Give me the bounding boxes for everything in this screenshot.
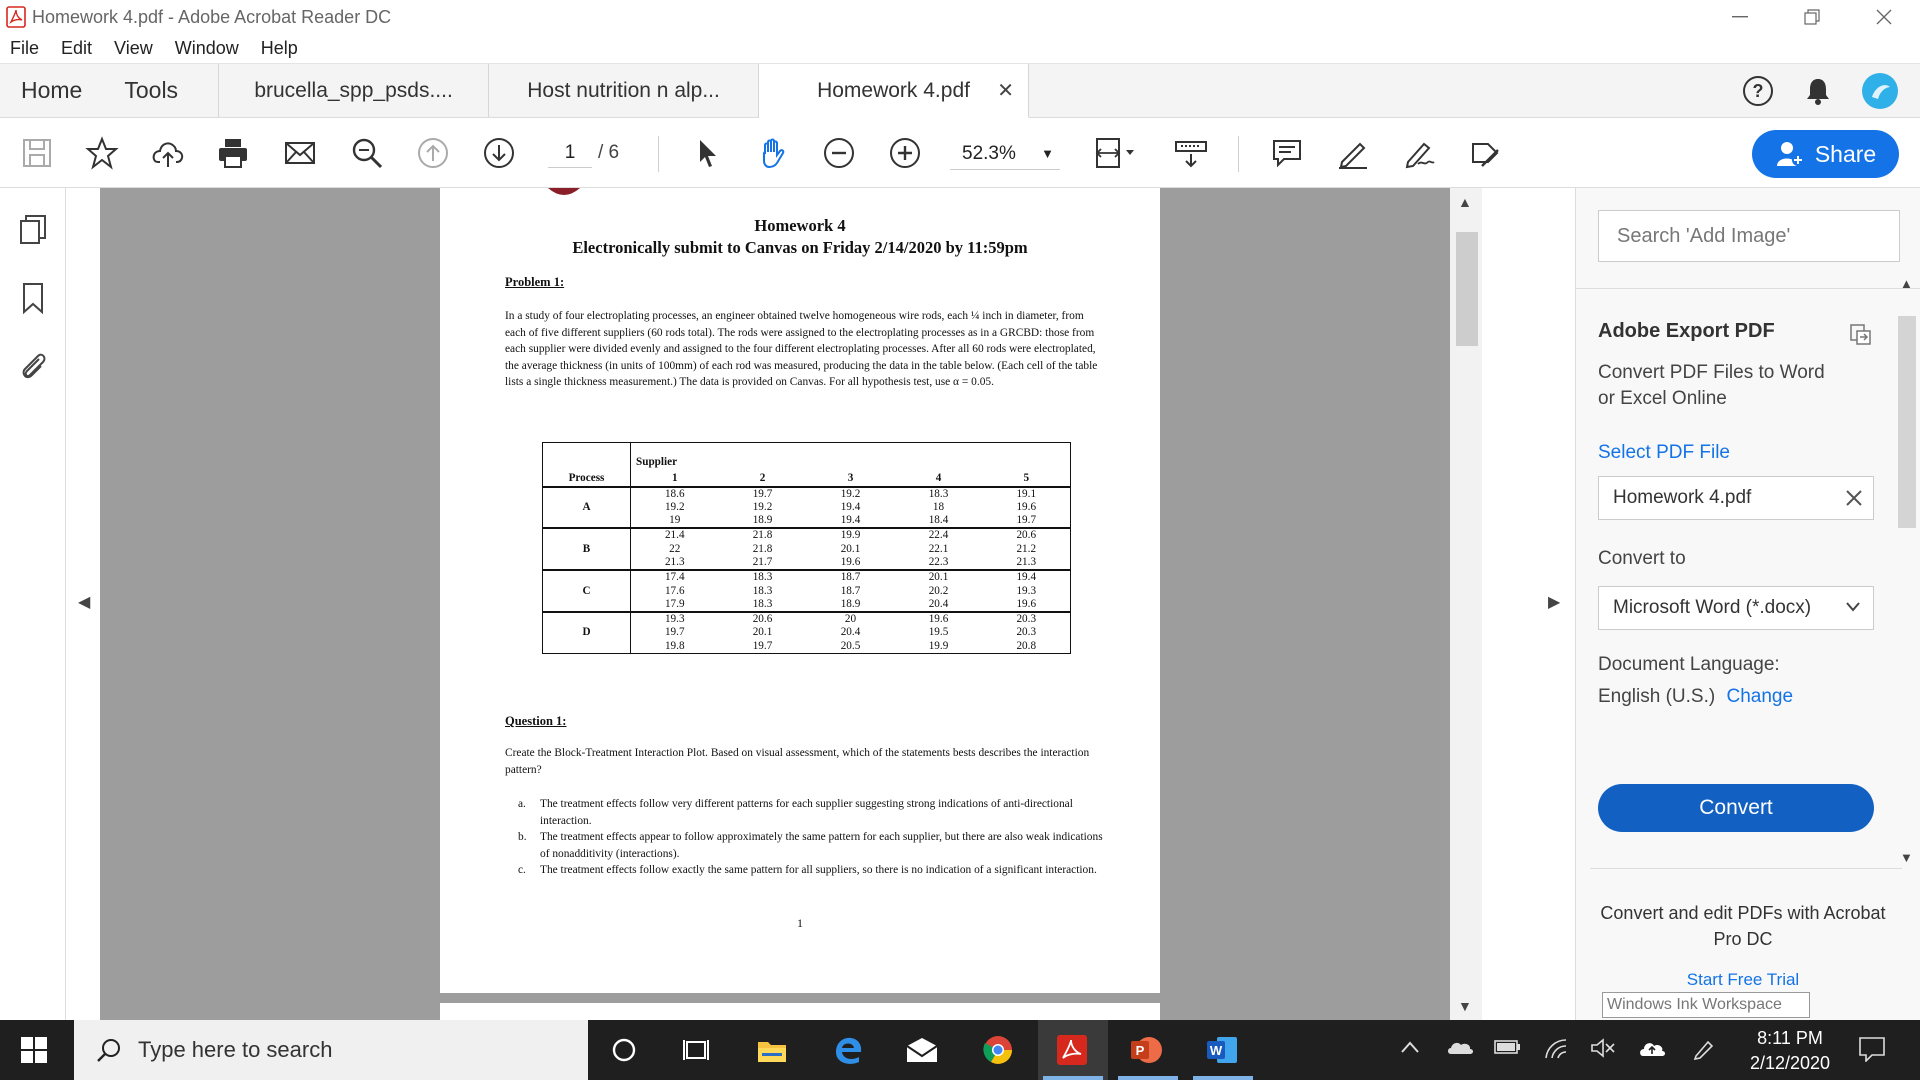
table-cell: 19.2 [807, 487, 895, 501]
share-label: Share [1814, 140, 1877, 167]
acrobat-app-icon [6, 6, 26, 28]
table-cell: 21.2 [983, 543, 1071, 556]
scrolling-mode-button[interactable] [1172, 134, 1210, 172]
chevron-up-icon [1400, 1040, 1420, 1054]
table-cell: 22.3 [895, 556, 983, 570]
arrow-up-circle-icon [416, 136, 450, 170]
start-free-trial-link[interactable]: Start Free Trial [1686, 970, 1800, 989]
supplier-header: Supplier [631, 443, 1071, 471]
select-tool-button[interactable] [688, 134, 726, 172]
task-view-button[interactable] [678, 1032, 714, 1068]
word-button[interactable] [1204, 1032, 1240, 1068]
table-cell: 20.1 [752, 626, 773, 639]
table-cell: 19.7 [983, 514, 1071, 528]
table-cell: 19.2 [631, 501, 719, 514]
process-label: A [543, 487, 631, 529]
table-cell: 19.7 [719, 487, 807, 501]
zoom-out-icon [822, 136, 856, 170]
export-pdf-icon [1848, 322, 1872, 346]
acrobat-taskbar-button[interactable] [1054, 1032, 1090, 1068]
fill-sign-button[interactable] [1400, 134, 1438, 172]
pen-ink-icon [1692, 1038, 1716, 1060]
chevron-down-icon [1845, 601, 1861, 613]
table-header-row [543, 443, 1071, 471]
scrollbar-thumb[interactable] [1898, 316, 1916, 528]
taskbar-search-box[interactable] [74, 1020, 588, 1080]
close-tab-button[interactable]: ✕ [997, 80, 1015, 102]
edge-button[interactable] [830, 1032, 866, 1068]
option-a: a. The treatment effects follow very different patterns for each supplier suggesting strong indications of anti-directional interaction. [518, 798, 1073, 827]
comment-button[interactable] [1268, 134, 1306, 172]
window-title: Homework 4.pdf - Adobe Acrobat Reader DC [32, 6, 392, 27]
table-cell: 17.9 [631, 598, 719, 612]
logo-fragment [546, 188, 582, 198]
table-cell: 20.6 [983, 528, 1071, 542]
page-total: / 6 [598, 142, 620, 163]
table-cell: 18.9 [807, 598, 895, 612]
option-b: b. The treatment effects appear to follow approximately the same pattern for each supplier, but there are also weak indications of nonadditivity (interactions). [518, 831, 1103, 860]
volume-tray-button[interactable] [1590, 1038, 1616, 1063]
save-button[interactable] [18, 134, 56, 172]
table-cell: 18.3 [895, 487, 983, 501]
chevron-down-icon: ▼ [1041, 146, 1054, 161]
cloud-upload-icon [151, 136, 185, 170]
acrobat-icon [1056, 1034, 1088, 1066]
chrome-button[interactable] [980, 1032, 1016, 1068]
menu-view[interactable]: View [114, 38, 153, 58]
cortana-button[interactable] [606, 1032, 642, 1068]
table-cell: 19.5 [928, 626, 949, 639]
table-cell: 20.2 [928, 584, 949, 597]
windows-ink-button[interactable] [1692, 1038, 1716, 1065]
selected-file-name: Homework 4.pdf [1613, 487, 1752, 508]
clear-file-icon[interactable] [1845, 489, 1863, 507]
table-cell: 21.8 [719, 528, 807, 542]
tools-pane-scrollbar[interactable] [1894, 276, 1920, 876]
clock-time: 8:11 PM [1757, 1028, 1823, 1048]
table-cell: 22 [631, 543, 719, 556]
wifi-icon [1544, 1038, 1570, 1060]
table-cell: 21.8 [752, 542, 773, 555]
table-cell: 19.6 [983, 501, 1071, 514]
acrobat-pro-promo: Convert and edit PDFs with Acrobat Pro DC [1600, 903, 1886, 949]
keyboard-scroll-icon [1174, 136, 1208, 170]
scroll-up-icon[interactable]: ▲ [1900, 276, 1913, 291]
table-cell: 20.8 [983, 640, 1071, 654]
table-cell: 22.4 [895, 528, 983, 542]
table-cell: 20.4 [840, 626, 861, 639]
table-cell: 18.7 [807, 570, 895, 584]
left-navigation-rail [0, 188, 66, 1020]
document-title: Homework 4 [754, 216, 846, 235]
fit-page-icon [1093, 136, 1137, 170]
menu-window[interactable]: Window [174, 38, 239, 58]
notification-center-icon [1858, 1036, 1886, 1062]
page-number-input[interactable]: 1 [548, 138, 592, 168]
email-button[interactable] [281, 134, 319, 172]
table-cell: 19.7 [631, 626, 719, 639]
file-explorer-button[interactable] [754, 1032, 790, 1068]
cursor-arrow-icon [690, 136, 724, 170]
table-cell: 20.1 [895, 570, 983, 584]
right-tools-pane [1576, 188, 1920, 1020]
menu-file[interactable]: File [10, 38, 40, 58]
thickness-data-table [542, 442, 1071, 654]
print-button[interactable] [214, 134, 252, 172]
paperclip-icon [17, 349, 49, 383]
table-cell: 17.4 [631, 570, 719, 584]
table-cell: 19 [631, 514, 719, 528]
tab-label: Host nutrition n alp... [527, 78, 720, 102]
powerpoint-icon [1129, 1034, 1163, 1066]
table-cell: 19.4 [840, 500, 861, 513]
table-cell: 21.7 [719, 556, 807, 570]
process-label: C [543, 570, 631, 612]
menu-bar [0, 34, 1920, 64]
toolbar [0, 118, 1920, 188]
edit-tools-icon [1468, 136, 1502, 170]
scroll-down-icon[interactable]: ▼ [1900, 850, 1913, 865]
volume-muted-icon [1590, 1038, 1616, 1058]
word-icon [1205, 1034, 1239, 1066]
tab-label: Homework 4.pdf [817, 78, 970, 102]
svg-text:?: ? [1752, 80, 1764, 101]
process-label: D [543, 612, 631, 653]
document-language-row [1598, 686, 1793, 708]
table-row [543, 612, 1071, 626]
start-button[interactable] [20, 1036, 48, 1069]
collapse-left-pane-button[interactable]: ◀ [78, 594, 91, 611]
table-cell: 19.9 [807, 528, 895, 542]
page-fit-button[interactable] [1090, 134, 1140, 172]
close-icon [1876, 9, 1892, 25]
problem-text: In a study of four electroplating processes, an engineer obtained twelve homogeneous wire rods, each ¼ inch in diameter, from each of five different suppliers (60 rods total). The rods were assigned to the electroplating processes as in a GRCBD: those from each supplier were divided evenly and assigned to the four different electroplating processes. After all 60 rods were electroplated, the average thickness (in units of 100mm) of each rod was measured, producing the data in the table below. (Each cell of the table lists a single thickness measurement.) The data is provided on Canvas. For all hypothesis test, use α = 0.05. [505, 310, 1098, 389]
search-icon [96, 1037, 122, 1063]
signature-icon [1402, 136, 1436, 170]
scroll-up-icon[interactable]: ▲ [1458, 194, 1472, 210]
bookmark-icon [19, 281, 47, 315]
supplier-number: 4 [895, 471, 983, 487]
help-icon [1742, 75, 1774, 107]
share-button[interactable] [1752, 130, 1899, 178]
zoom-in-button[interactable] [886, 134, 924, 172]
cloud-upload-icon [1638, 1038, 1666, 1058]
option-c: c. The treatment effects follow exactly the same pattern for all suppliers, so there is no indication of a significant interaction. [518, 864, 1097, 876]
onedrive-tray-button[interactable] [1446, 1038, 1474, 1061]
tab-document-homework4[interactable] [759, 64, 1029, 118]
menu-help[interactable]: Help [260, 38, 298, 58]
supplier-number: 5 [983, 471, 1071, 487]
process-header: Process [543, 443, 631, 487]
table-cell: 18.7 [840, 584, 861, 597]
table-cell: 17.6 [631, 585, 719, 598]
restore-icon [1804, 9, 1820, 25]
search-icon [350, 136, 384, 170]
scrollbar-thumb[interactable] [1456, 232, 1478, 346]
table-cell: 19.8 [631, 640, 719, 654]
taskbar-clock[interactable] [1740, 1026, 1840, 1076]
pages-icon [17, 213, 49, 247]
select-pdf-file-link[interactable]: Select PDF File [1598, 442, 1730, 463]
question-heading: Question 1: [505, 714, 567, 728]
cortana-icon [610, 1036, 638, 1064]
convert-to-value: Microsoft Word (*.docx) [1613, 597, 1812, 618]
page-number: 1 [797, 916, 803, 930]
tab-bar [0, 64, 1920, 118]
pdf-page [440, 188, 1160, 993]
table-cell: 19.2 [752, 500, 773, 513]
avatar-icon [1862, 73, 1898, 109]
wifi-tray-button[interactable] [1544, 1038, 1570, 1065]
table-cell: 20 [807, 612, 895, 626]
task-view-icon [682, 1036, 710, 1064]
edge-icon [832, 1034, 864, 1066]
table-cell: 19.6 [983, 598, 1071, 612]
page-thumbnails-button[interactable] [15, 212, 51, 248]
table-cell: 19.1 [983, 487, 1071, 501]
upload-button[interactable] [149, 134, 187, 172]
document-language-label: Document Language: [1598, 654, 1780, 675]
table-cell: 18.3 [719, 570, 807, 584]
close-window-button[interactable] [1848, 0, 1920, 34]
upload-tray-button[interactable] [1638, 1038, 1666, 1063]
notifications-button[interactable] [1802, 75, 1834, 107]
add-person-icon [1775, 140, 1805, 168]
process-label: B [543, 528, 631, 570]
supplier-number: 1 [631, 471, 719, 487]
minimize-icon [1732, 16, 1748, 18]
zoom-in-icon [888, 136, 922, 170]
table-cell: 19.4 [807, 514, 895, 528]
table-cell: 19.7 [719, 640, 807, 654]
table-cell: 19.3 [983, 585, 1071, 598]
hand-icon [756, 136, 790, 170]
tab-home[interactable]: Home [21, 77, 83, 103]
table-cell: 20.6 [719, 612, 807, 626]
table-cell: 18.3 [752, 584, 773, 597]
table-cell: 20.3 [983, 626, 1071, 639]
change-language-link[interactable]: Change [1726, 686, 1794, 707]
restore-button[interactable] [1776, 0, 1848, 34]
document-scrollbar[interactable] [1450, 188, 1482, 1020]
tab-document-host-nutrition[interactable] [489, 64, 759, 117]
convert-to-label: Convert to [1598, 548, 1686, 569]
table-cell: 20.1 [840, 542, 861, 555]
zoom-value: 52.3% [962, 143, 1016, 164]
minimize-button[interactable] [1704, 0, 1776, 34]
windows-logo-icon [20, 1036, 48, 1064]
bell-icon [1804, 76, 1832, 106]
document-subtitle: Electronically submit to Canvas on Friday 2/14/2020 by 11:59pm [572, 238, 1028, 257]
table-cell: 19.6 [895, 612, 983, 626]
mail-icon [905, 1036, 939, 1064]
bookmarks-button[interactable] [15, 280, 51, 316]
menu-edit[interactable]: Edit [61, 38, 93, 58]
mail-icon [283, 136, 317, 170]
table-row [543, 528, 1071, 542]
battery-icon [1494, 1038, 1522, 1056]
table-cell: 19.4 [983, 570, 1071, 584]
table-cell: 21.4 [631, 528, 719, 542]
table-cell: 21.3 [631, 556, 719, 570]
highlight-button[interactable] [1334, 134, 1372, 172]
problem-heading: Problem 1: [505, 275, 565, 289]
zoom-out-button[interactable] [820, 134, 858, 172]
comment-icon [1270, 136, 1304, 170]
supplier-number: 2 [719, 471, 807, 487]
pen-icon [1336, 136, 1370, 170]
table-row [543, 570, 1071, 584]
action-center-button[interactable] [1858, 1036, 1886, 1067]
table-cell: 20.3 [983, 612, 1071, 626]
selected-file-field[interactable] [1598, 476, 1874, 520]
onedrive-cloud-icon [1446, 1038, 1474, 1056]
convert-to-dropdown[interactable] [1598, 586, 1874, 630]
bookmark-star-button[interactable] [83, 134, 121, 172]
show-hidden-icons-button[interactable] [1400, 1038, 1420, 1059]
svg-text:P: P [1135, 1043, 1145, 1058]
table-cell: 21.3 [983, 556, 1071, 570]
windows-ink-tooltip: Windows Ink Workspace [1602, 992, 1810, 1018]
more-tools-button[interactable] [1466, 134, 1504, 172]
powerpoint-button[interactable] [1128, 1032, 1164, 1068]
zoom-level-dropdown[interactable] [950, 138, 1060, 170]
table-cell: 20.5 [807, 640, 895, 654]
next-page-button[interactable] [480, 134, 518, 172]
table-cell: 18.3 [719, 598, 807, 612]
battery-tray-button[interactable] [1494, 1038, 1522, 1061]
save-icon [20, 136, 54, 170]
convert-button[interactable]: Convert [1598, 784, 1874, 832]
table-cell: 19.6 [807, 556, 895, 570]
table-cell: 18.9 [719, 514, 807, 528]
find-button[interactable] [348, 134, 386, 172]
windows-taskbar [0, 1020, 1920, 1080]
scroll-down-icon[interactable]: ▼ [1458, 998, 1472, 1014]
export-pdf-description: Convert PDF Files to Word or Excel Online [1598, 362, 1825, 409]
title-bar [0, 0, 1920, 34]
star-icon [85, 136, 119, 170]
help-button[interactable] [1742, 75, 1774, 107]
tab-label: brucella_spp_psds.... [254, 78, 453, 102]
mail-app-button[interactable] [904, 1032, 940, 1068]
question-text: Create the Block-Treatment Interaction Plot. Based on visual assessment, which of the statements bests describes the interaction pattern? [505, 747, 1090, 776]
svg-text:W: W [1209, 1043, 1223, 1058]
chrome-icon [982, 1034, 1014, 1066]
previous-page-button[interactable] [414, 134, 452, 172]
export-pdf-title: Adobe Export PDF [1598, 320, 1775, 342]
table-cell: 20.4 [895, 598, 983, 612]
tab-document-brucella[interactable] [219, 64, 489, 117]
table-cell: 22.1 [928, 542, 949, 555]
print-icon [216, 136, 250, 170]
collapse-right-pane-button[interactable]: ▶ [1548, 594, 1561, 611]
table-cell: 19.3 [631, 612, 719, 626]
tab-tools[interactable]: Tools [124, 77, 179, 103]
table-cell: 18.6 [631, 487, 719, 501]
table-row [543, 487, 1071, 501]
table-cell: 19.9 [895, 640, 983, 654]
table-cell: 18.4 [895, 514, 983, 528]
attachments-button[interactable] [15, 348, 51, 384]
tools-search-input[interactable]: Search 'Add Image' [1598, 210, 1900, 262]
clock-date: 2/12/2020 [1749, 1053, 1831, 1073]
document-language-value: English (U.S.) [1598, 686, 1716, 707]
user-avatar[interactable] [1862, 73, 1898, 109]
pdf-page-2-edge [440, 1003, 1160, 1020]
folder-icon [756, 1036, 788, 1064]
table-cell: 18 [932, 500, 945, 513]
supplier-number: 3 [807, 471, 895, 487]
taskbar-search-text: Type here to search [138, 1037, 333, 1062]
document-viewport[interactable] [66, 188, 1516, 1020]
hand-tool-button[interactable] [754, 134, 792, 172]
arrow-down-circle-icon [482, 136, 516, 170]
